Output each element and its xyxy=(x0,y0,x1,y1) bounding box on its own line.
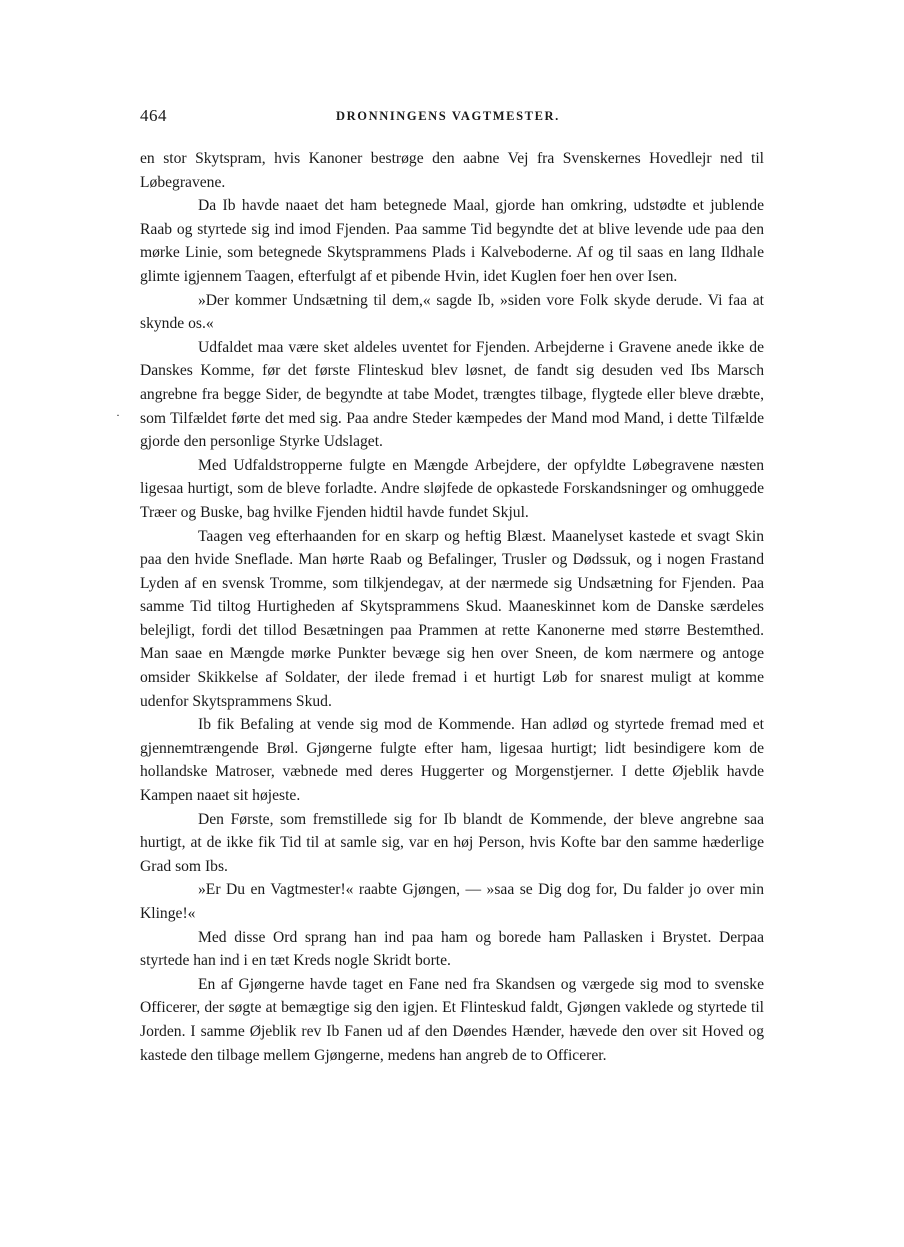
paragraph-continuation: en stor Skytspram, hvis Kanoner bestrøge den aabne Vej fra Svenskernes Hovedlejr ned til Løbegravene. xyxy=(140,150,764,191)
running-head xyxy=(140,106,764,130)
paragraph: »Er Du en Vagtmester!« raabte Gjøngen, — »saa se Dig dog for, Du falder jo over min Klinge!« xyxy=(140,881,764,922)
page-number: 464 xyxy=(140,106,167,125)
paragraph: Med Udfaldstropperne fulgte en Mængde Arbejdere, der opfyldte Løbegravene næsten ligesaa hurtigt, som de bleve forladte. Andre sløjfede de opkastede Forskandsninger og omhuggede Træer og Buske, bag hvilke Fjenden hidtil havde fundet Skjul. xyxy=(140,456,764,521)
running-title: DRONNINGENS VAGTMESTER. xyxy=(336,109,560,123)
paragraph: Taagen veg efterhaanden for en skarp og heftig Blæst. Maanelyset kastede et svagt Skin paa den hvide Sneflade. Man hørte Raab og Befalinger, Trusler og Dødssuk, og i nogen Frastand Lyden af en svensk Tromme, som tilkjendegav, at der nærmede sig Undsætning for Fjenden. Paa samme Tid tiltog Hurtigheden af Skytsprammens Skud. Maaneskinnet kom de Danske særdeles belejligt, fordi det tillod Besætningen paa Prammen at rette Kanonerne med større Bestemthed. Man saae en Mængde mørke Punkter bevæge sig hen over Sneen, de kom nærmere og antoge omsider Skikkelse af Soldater, der ilede fremad i et hurtigt Løb for snarest muligt at komme udenfor Skytsprammens Skud. xyxy=(140,527,764,710)
margin-mark: · xyxy=(116,408,120,422)
paragraph: Ib fik Befaling at vende sig mod de Kommende. Han adlød og styrtede fremad med et gjennemtrængende Brøl. Gjøngerne fulgte efter ham, ligesaa hurtigt; lidt besindigere kom de hollandske Matroser, væbnede med deres Huggerter og Morgenstjerner. I dette Øjeblik havde Kampen naaet sit højeste. xyxy=(140,716,764,805)
paragraph: »Der kommer Undsætning til dem,« sagde Ib, »siden vore Folk skyde derude. Vi faa at skynde os.« xyxy=(140,291,764,333)
paragraph: Den Første, som fremstillede sig for Ib blandt de Kommende, der bleve angrebne saa hurtigt, at de ikke fik Tid til at samle sig, var en høj Person, hvis Kofte bar den samme hæderlige Grad som Ibs. xyxy=(140,810,764,875)
paragraph: Udfaldet maa være sket aldeles uventet for Fjenden. Arbejderne i Gravene anede ikke de Danskes Komme, før det første Flinteskud blev løsnet, de fandt sig desuden ved Ibs Marsch angrebne fra begge Sider, de begyndte at tabe Modet, trængtes tilbage, flygtede eller bleve dræbte, som Tilfældet førte det med sig. Paa andre Steder kæmpedes der Mand mod Mand, i dette Tilfælde gjorde den personlige Styrke Udslaget. xyxy=(140,338,764,451)
paragraph: Da Ib havde naaet det ham betegnede Maal, gjorde han omkring, udstødte et jublende Raab og styrtede sig ind imod Fjenden. Paa samme Tid begyndte det at blive levende ude paa den mørke Linie, som betegnede Skytsprammens Plads i Kalveboderne. Af og til saas en lang Ildhale glimte igjennem Taagen, efterfulgt af et pibende Hvin, idet Kuglen foer hen over Isen. xyxy=(140,197,764,285)
paragraph: Med disse Ord sprang han ind paa ham og borede ham Pallasken i Brystet. Derpaa styrtede han ind i en tæt Kreds nogle Skridt borte. xyxy=(140,928,764,970)
body-text xyxy=(140,147,764,1067)
paragraph: En af Gjøngerne havde taget en Fane ned fra Skandsen og værgede sig mod to svenske Officerer, der søgte at bemægtige sig den igjen. Et Flinteskud faldt, Gjøngen vaklede og styrtede til Jorden. I samme Øjeblik rev Ib Fanen ud af den Døendes Hænder, hævede den over sit Hoved og kastede den tilbage mellem Gjøngerne, medens han angreb de to Officerer. xyxy=(140,975,764,1064)
